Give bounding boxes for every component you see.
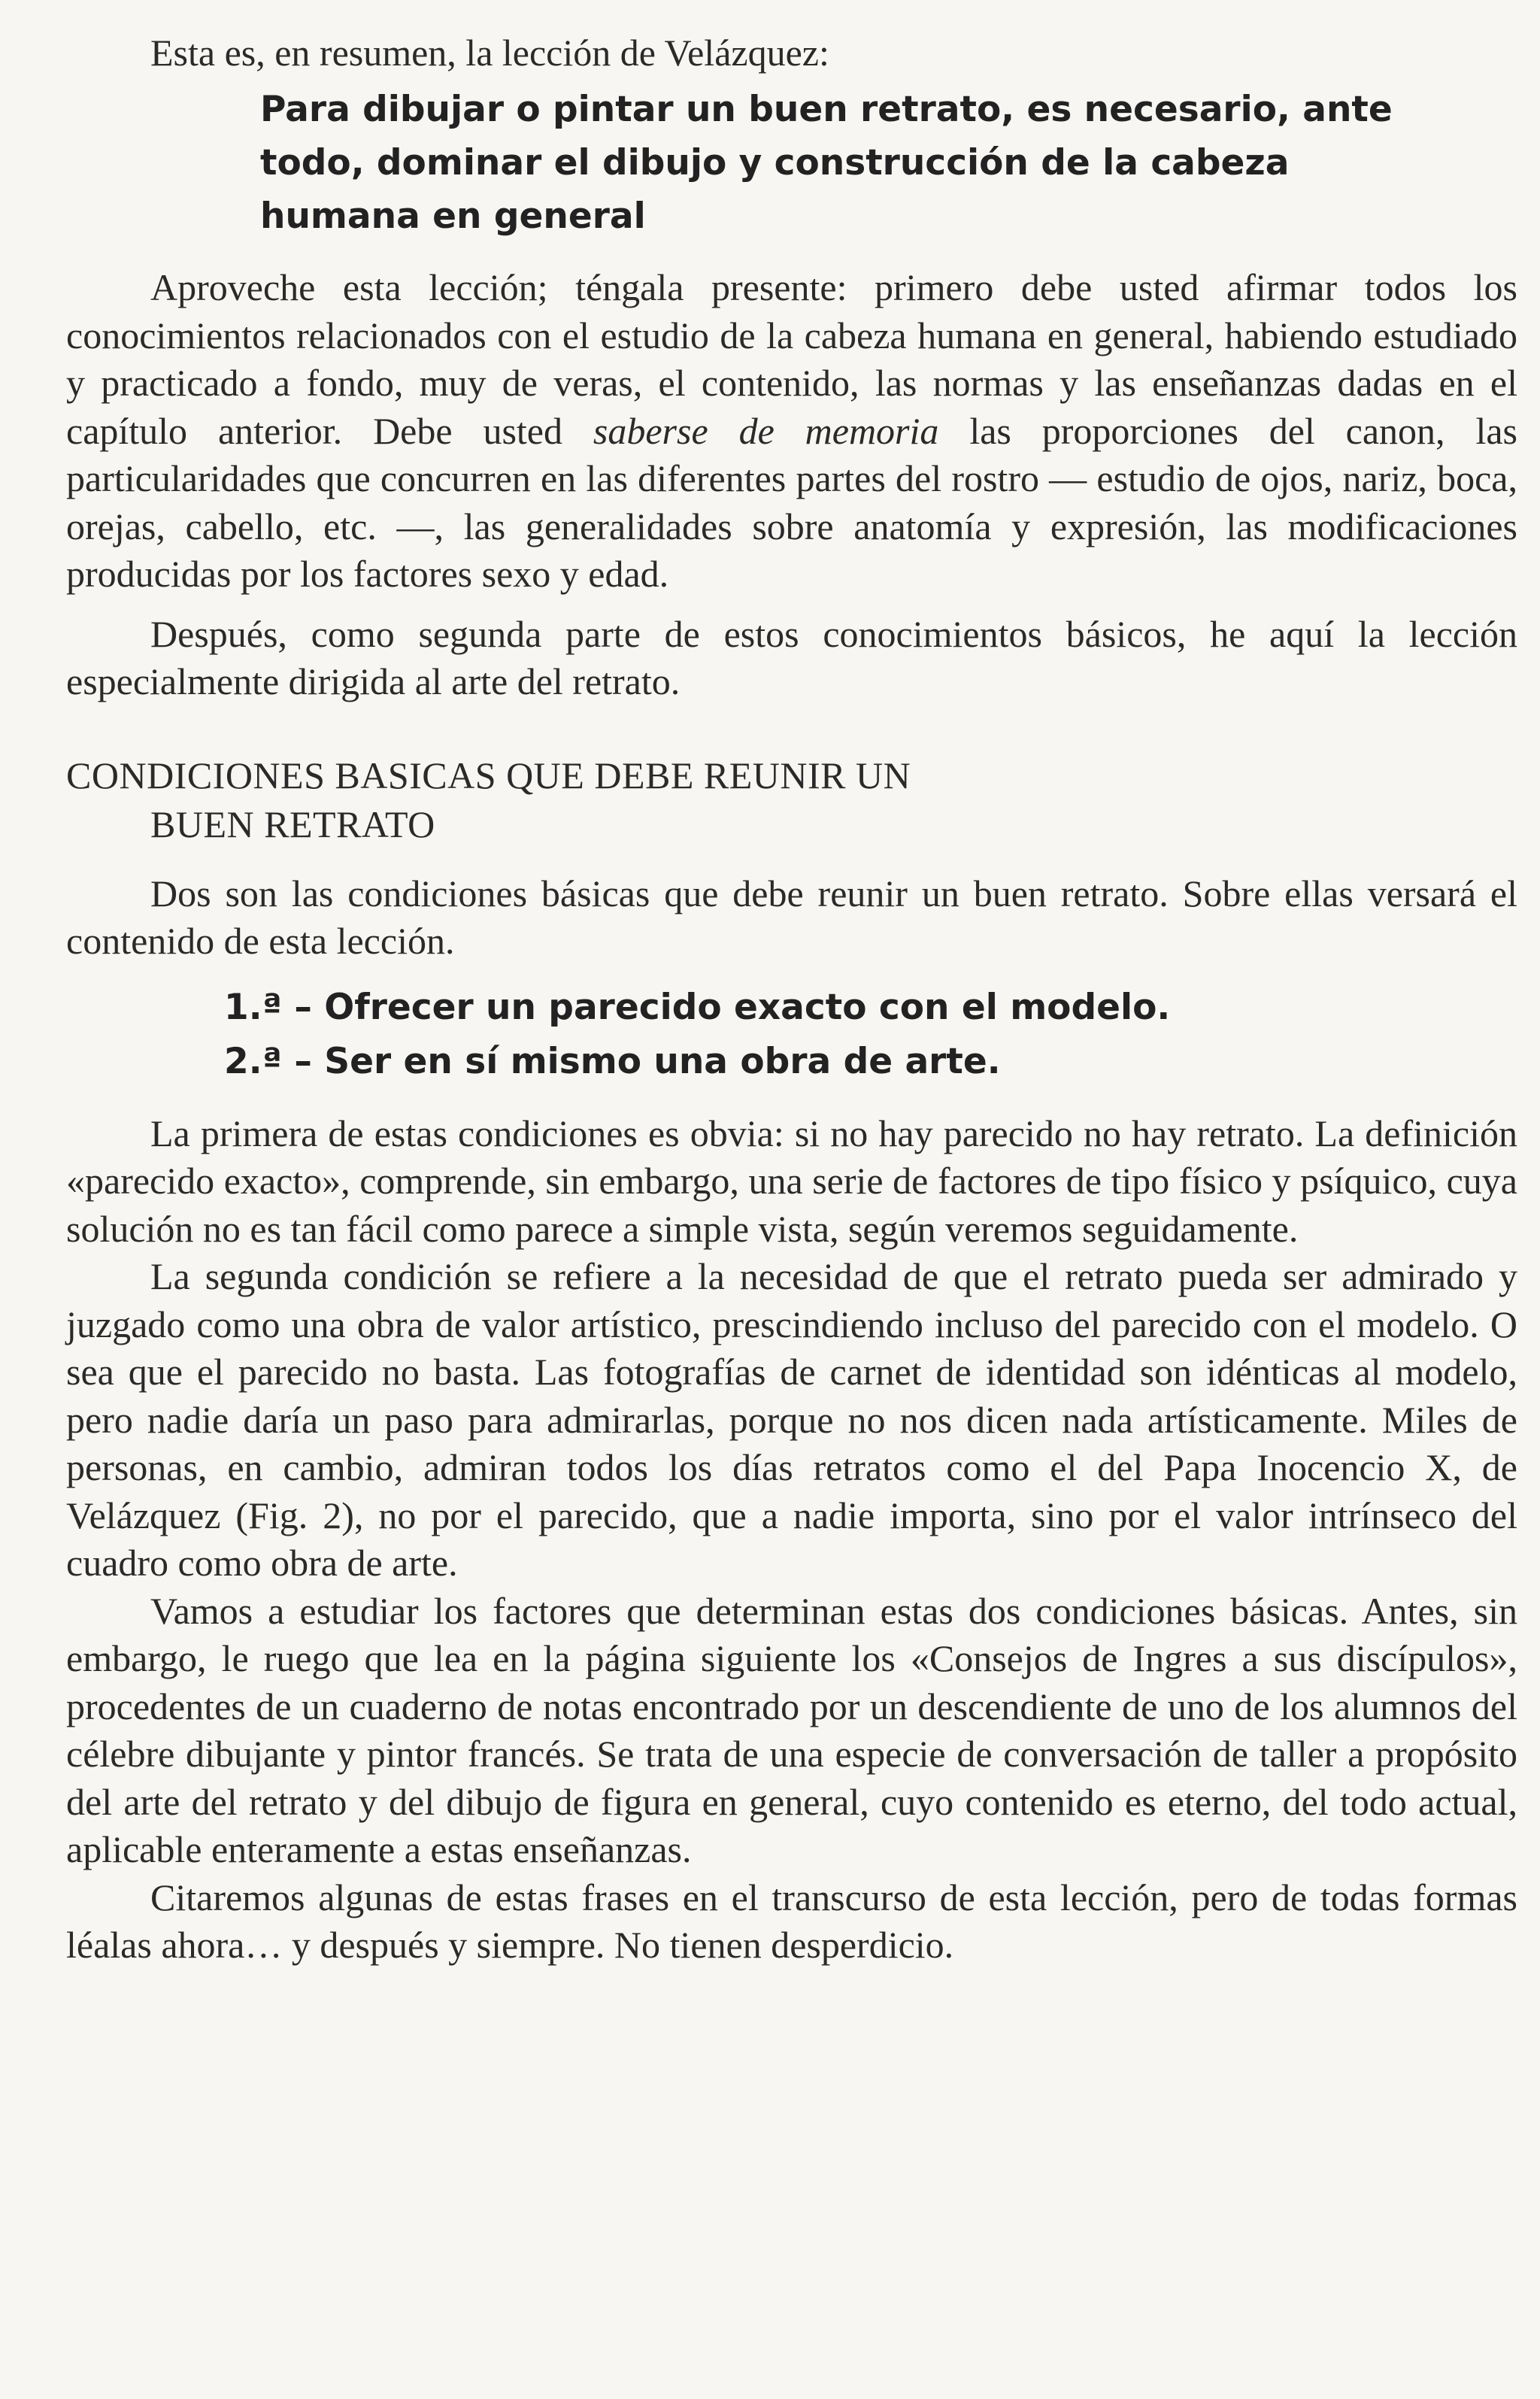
condition-2: 2.ª – Ser en sí mismo una obra de arte. [224,1040,1001,1082]
key-statement: Para dibujar o pintar un buen retrato, es necesario, ante todo, dominar el dibujo y construcción de la cabeza humana en general [260,89,1393,237]
section-heading [66,751,1517,849]
section-heading-line-1: CONDICIONES BASICAS QUE DEBE REUNIR UN [66,754,911,796]
paragraph-5: La segunda condición se refiere a la necesidad de que el retrato pueda ser admirado y juzgado como una obra de valor artístico, prescindiendo incluso del parecido con el modelo. O sea que el parecido no basta. Las fotografías de carnet de identidad son idénticas al modelo, pero nadie daría un paso para admirarlas, porque no nos dicen nada artísticamente. Miles de personas, en cambio, admiran todos los días retratos como el del Papa Inocencio X, de Velázquez (Fig. 2), no por el parecido, que a nadie importa, sino por el valor intrínseco del cuadro como obra de arte. [66,1255,1517,1584]
paragraph-7: Citaremos algunas de estas frases en el transcurso de esta lección, pero de todas formas léalas ahora… y después y siempre. No tienen desperdicio. [66,1876,1517,1966]
condition-1: 1.ª – Ofrecer un parecido exacto con el modelo. [224,986,1171,1028]
conditions-list [224,981,1517,1089]
paragraph-1-part-a: Aproveche esta lección; téngala presente: primero debe usted afirmar todos los conocimientos relacionados con el estudio de la cabeza humana en general, habiendo estudiado y practicado a fondo, muy de veras, el contenido, las normas y las enseñanzas dadas en el capítulo anterior. Debe usted [66,266,1517,452]
page-content [66,29,1517,1970]
paragraph-2: Después, como segunda parte de estos conocimientos básicos, he aquí la lección especialmente dirigida al arte del retrato. [66,612,1517,702]
paragraph-4: La primera de estas condiciones es obvia: si no hay parecido no hay retrato. La definición «parecido exacto», comprende, sin embargo, una serie de factores de tipo físico y psíquico, cuya solución no es tan fácil como parece a simple vista, según veremos seguidamente. [66,1112,1517,1250]
section-heading-line-2: BUEN RETRATO [150,802,435,845]
paragraph-6: Vamos a estudiar los factores que determinan estas dos condiciones básicas. Antes, sin embargo, le ruego que lea en la página siguiente los «Consejos de Ingres a sus discípulos», procedentes de un cuaderno de notas encontrado por un descendiente de uno de los alumnos del célebre dibujante y pintor francés. Se trata de una especie de conversación de taller a propósito del arte del retrato y del dibujo de figura en general, cuyo contenido es eterno, del todo actual, aplicable enteramente a estas enseñanzas. [66,1589,1517,1870]
paragraph-1 [66,264,1517,599]
paragraph-1-part-b: las proporciones del canon, las particularidades que concurren en las diferentes partes del rostro — estudio de ojos, nariz, boca, orejas, cabello, etc. —, las generalidades sobre anatomía y expresión, las modificaciones producidas por los factores sexo y edad. [66,409,1517,595]
intro-line: Esta es, en resumen, la lección de Velázquez: [150,32,829,74]
paragraph-3: Dos son las condiciones básicas que debe reunir un buen retrato. Sobre ellas versará el contenido de esta lección. [66,872,1517,962]
paragraph-1-emphasis: saberse de memoria [593,409,939,452]
